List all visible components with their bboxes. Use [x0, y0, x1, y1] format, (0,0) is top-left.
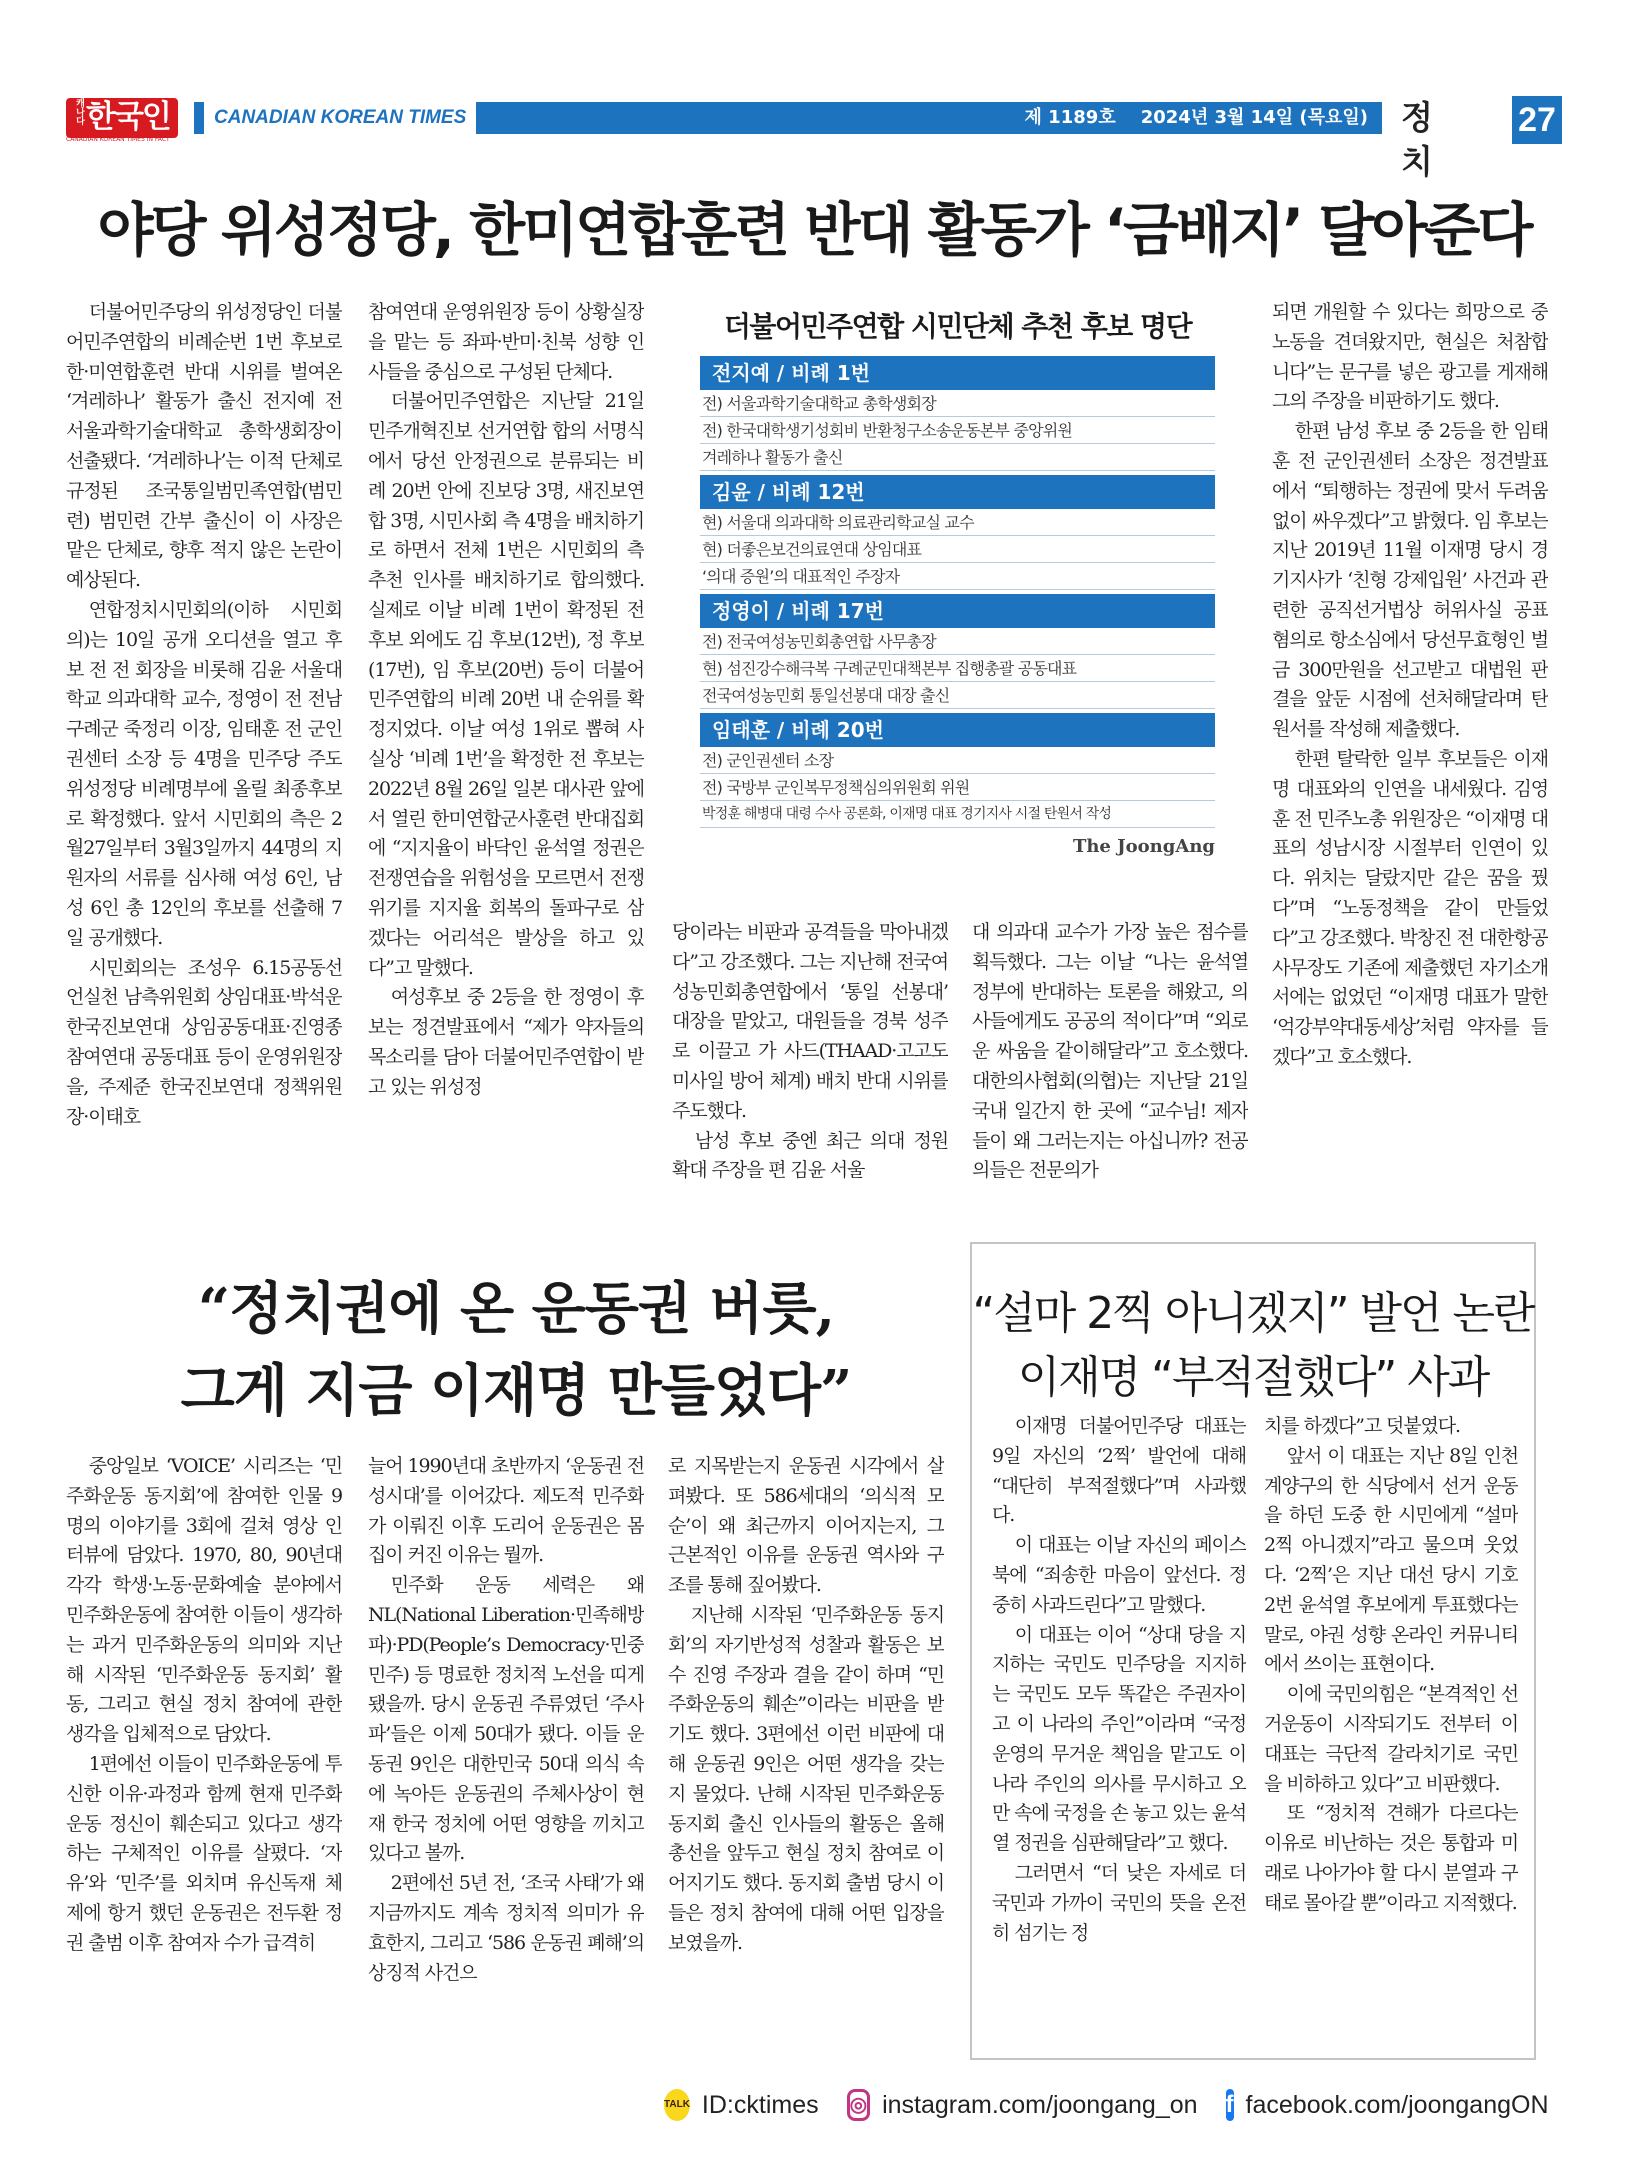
paragraph: 민주화 운동 세력은 왜 NL(National Liberation·민족해방파)·PD(People’s Democracy·민중민주) 등 명료한 정치적 노선을 띠게 됐을까. 당시 운동권 주류였던 ‘주사파’들은 이제 50대가 됐다. 이들 운동권 9인은 대한민국 50대 의식 속에 녹아든 운동권의 주체사상이 현재 한국 정치에 어떤 영향을 끼치고 있다고 볼까.	[368, 1574, 644, 1865]
roster-line: 전) 서울과학기술대학교 총학생회장	[700, 390, 1215, 417]
paragraph: 이 대표는 이어 “상대 당을 지지하는 국민도 민주당을 지지하는 국민도 모두 똑같은 주권자이고 이 나라의 주인”이라며 “국정운영의 무거운 책임을 맡고도 이 나라 주인의 의사를 무시하고 오만 속에 국정을 손 놓고 있는 윤석열 정권을 심판해달라”고 했다.	[992, 1623, 1246, 1855]
paragraph: 연합정치시민회의(이하 시민회의)는 10일 공개 오디션을 열고 후보 전 전 회장을 비롯해 김윤 서울대학교 의과대학 교수, 정영이 전 전남 구례군 죽정리 이장, 임태훈 전 군인권센터 소장 등 4명을 민주당 주도 위성정당 비례명부에 올릴 최종후보로 확정했다. 앞서 시민회의 측은 2월27일부터 3월3일까지 44명의 지원자의 서류를 심사해 여성 6인, 남성 6인 총 12인의 후보를 선출해 7일 공개했다.	[66, 598, 342, 949]
facebook-icon: f	[1226, 2089, 1234, 2121]
paragraph: 늘어 1990년대 초반까지 ‘운동권 전성시대’를 이어갔다. 제도적 민주화가 이뤄진 이후 도리어 운동권은 몸집이 커진 이유는 뭘까.	[368, 1455, 644, 1567]
headline-line: “설마 2찍 아니겠지” 발언 논란	[972, 1288, 1534, 1339]
article3-column-2	[1264, 1412, 1518, 2038]
paragraph: 지난해 시작된 ‘민주화운동 동지회’의 자기반성적 성찰과 활동은 보수 진영 주장과 결을 같이 하며 “민주화운동의 훼손”이라는 비판을 받기도 했다. 3편에선 이런 비판에 대해 운동권 9인은 어떤 생각을 갖는지 물었다. 난해 시작된 민주화운동 동지회 출신 인사들의 활동은 올해 총선을 앞두고 현실 정치 참여로 이어지기도 했다. 동지회 출범 당시 이들은 정치 참여에 대해 어떤 입장을 보였을까.	[668, 1603, 944, 1954]
logo-subtitle: CANADIAN KOREAN TIMES IN FACT	[66, 136, 170, 143]
roster-group-header: 김윤 / 비례 12번	[700, 475, 1215, 509]
article1-column-3	[672, 918, 948, 1218]
instagram-icon: ◎	[847, 2089, 870, 2121]
article3-headline	[972, 1282, 1534, 1410]
brand-bar	[194, 102, 1382, 134]
facebook-link[interactable]: facebook.com/joongangON	[1245, 2090, 1549, 2119]
social-footer	[664, 2087, 1564, 2123]
roster-group-header: 정영이 / 비례 17번	[700, 594, 1215, 628]
graphic-credit: The JoongAng	[1072, 836, 1215, 857]
paragraph: 당이라는 비판과 공격들을 막아내겠다”고 강조했다. 그는 지난해 전국여성농민회총연합에서 ‘통일 선봉대’ 대장을 맡았고, 대원들을 경북 성주로 이끌고 가 사드(THAAD·고고도 미사일 방어 체계) 배치 반대 시위를 주도했다.	[672, 921, 948, 1122]
paragraph: 시민회의는 조성우 6.15공동선언실천 남측위원회 상임대표·박석운 한국진보연대 상임공동대표·진영종 참여연대 공동대표 등이 운영위원장을, 주제준 한국진보연대 정책위원장·이태호	[66, 956, 342, 1128]
article2-headline	[66, 1268, 966, 1432]
paragraph: 치를 하겠다”고 덧붙였다.	[1264, 1415, 1460, 1437]
roster-line: 전) 국방부 군인복무정책심의위원회 위원	[700, 774, 1215, 801]
article1-column-2	[368, 298, 644, 1218]
issue-info	[1025, 102, 1368, 134]
roster-line: 전) 한국대학생기성회비 반환청구소송운동본부 중앙위원	[700, 417, 1215, 444]
paragraph: 되면 개원할 수 있다는 희망으로 중노동을 견뎌왔지만, 현실은 처참합니다”는 문구를 넣은 광고를 게재해 그의 주장을 비판하기도 했다.	[1272, 301, 1548, 413]
article1-column-4	[972, 918, 1248, 1218]
masthead	[66, 96, 1562, 181]
section-name: 정 치	[1401, 98, 1451, 181]
paragraph: 또 “정치적 견해가 다르다는 이유로 비난하는 것은 통합과 미래로 나아가야 할 다시 분열과 구태로 몰아갈 뿐”이라고 지적했다.	[1264, 1802, 1518, 1914]
roster-line: ‘의대 증원’의 대표적인 주장자	[700, 563, 1215, 590]
paragraph: 남성 후보 중엔 최근 의대 정원 확대 주장을 편 김윤 서울	[672, 1129, 948, 1182]
roster-line: 박정훈 해병대 대령 수사 공론화, 이재명 대표 경기지사 시절 탄원서 작성	[700, 801, 1215, 828]
paragraph: 그러면서 “더 낮은 자세로 더 국민과 가까이 국민의 뜻을 온전히 섬기는 정	[992, 1861, 1246, 1944]
paragraph: 더불어민주당의 위성정당인 더불어민주연합의 비례순번 1번 후보로 한·미연합훈련 반대 시위를 벌여온 ‘겨레하나’ 활동가 출신 전지예 전 서울과학기술대학교 총학생회장이 선출됐다. ‘겨레하나’는 이적 단체로 규정된 조국통일범민족연합(범민련) 범민련 간부 출신이 이 사장은 맡은 단체로, 향후 적지 않은 논란이 예상된다.	[66, 301, 342, 592]
article1-column-1	[66, 298, 342, 1218]
roster-line: 현) 더좋은보건의료연대 상임대표	[700, 536, 1215, 563]
issue-date: 2024년 3월 14일 (목요일)	[1140, 107, 1368, 128]
page-number: 27	[1512, 96, 1562, 144]
paragraph: 앞서 이 대표는 지난 8일 인천 계양구의 한 식당에서 선거 운동을 하던 도중 한 시민에게 “설마 2찍 아니겠지”라고 물으며 웃었다. ‘2찍’은 지난 대선 당시 기호 2번 윤석열 후보에게 투표했다는 말로, 야권 성향 온라인 커뮤니티에서 쓰이는 표현이다.	[1264, 1444, 1518, 1676]
logo-badge	[66, 98, 178, 138]
paragraph: 대 의과대 교수가 가장 높은 점수를 획득했다. 그는 이날 “나는 윤석열 정부에 반대하는 토론을 해왔고, 의사들에게도 공공의 적이다”며 “외로운 싸움을 같이해달라”고 호소했다. 대한의사협회(의협)는 지난달 21일 국내 일간지 한 곳에 “교수님! 제자들이 왜 그러는지는 아십니까? 전공의들은 전문의가	[972, 921, 1248, 1182]
roster-line: 전국여성농민회 통일선봉대 대장 출신	[700, 682, 1215, 709]
kakaotalk-id[interactable]: ID:cktimes	[701, 2090, 819, 2119]
paragraph: 중앙일보 ‘VOICE’ 시리즈는 ‘민주화운동 동지회’에 참여한 인물 9명의 이야기를 3회에 걸쳐 영상 인터뷰에 담았다. 1970, 80, 90년대 각각 학생·노동·문화예술 분야에서 민주화운동에 참여한 이들이 생각하는 과거 민주화운동의 의미와 지난해 시작된 ‘민주화운동 동지회’ 활동, 그리고 현실 정치 참여에 관한 생각을 입체적으로 담았다.	[66, 1455, 342, 1746]
article3-column-1	[992, 1412, 1246, 2038]
logo-prefix: 캐나다	[74, 98, 84, 125]
instagram-link[interactable]: instagram.com/joongang_on	[882, 2090, 1198, 2119]
roster-line: 현) 섬진강수해극복 구례군민대책본부 집행총괄 공동대표	[700, 655, 1215, 682]
roster-group-header: 임태훈 / 비례 20번	[700, 713, 1215, 747]
roster-line: 겨레하나 활동가 출신	[700, 444, 1215, 471]
kakaotalk-icon: TALK	[664, 2089, 690, 2121]
paragraph: 참여연대 운영위원장 등이 상황실장을 맡는 등 좌파·반미·친북 성향 인사들을 중심으로 구성된 단체다.	[368, 301, 644, 383]
paragraph: 여성후보 중 2등을 한 정영이 후보는 정견발표에서 “제가 약자들의 목소리를 담아 더불어민주연합이 받고 있는 위성정	[368, 986, 644, 1098]
article2-column-1	[66, 1452, 342, 2048]
paragraph: 한편 탈락한 일부 후보들은 이재명 대표와의 인연을 내세웠다. 김영훈 전 민주노총 위원장은 “이재명 대표의 성남시장 시절부터 인연이 있다. 위치는 달랐지만 같은 꿈을 꿨다”며 “노동정책을 같이 만들었다”고 강조했다. 박창진 전 대한항공 사무장도 기존에 제출했던 자기소개서에는 없었던 “이재명 대표가 말한 ‘억강부약대동세상’처럼 약자를 들겠다”고 호소했다.	[1272, 747, 1548, 1068]
paragraph: 더불어민주연합은 지난달 21일 민주개혁진보 선거연합 합의 서명식에서 당선 안정권으로 분류되는 비례 20번 안에 진보당 3명, 새진보연합 3명, 시민사회 측 4명을 배치하기로 하면서 전체 1번은 시민회의 측 추천 인사를 배치하기로 합의했다. 실제로 이날 비례 1번이 확정된 전 후보 외에도 김 후보(12번), 정 후보(17번), 임 후보(20번) 등이 더불어민주연합의 비례 20번 내 순위를 확정지었다. 이날 여성 1위로 뽑혀 사실상 ‘비례 1번’을 확정한 전 후보는 2022년 8월 26일 일본 대사관 앞에서 열린 한미연합군사훈련 반대집회에 “지지율이 바닥인 윤석열 정권은 전쟁연습을 위험성을 모르면서 전쟁 위기를 지지율 회복의 돌파구로 삼겠다는 어리석은 발상을 하고 있다”고 말했다.	[368, 390, 644, 979]
newspaper-logo	[66, 96, 178, 143]
paragraph: 이에 국민의힘은 “본격적인 선거운동이 시작되기도 전부터 이 대표는 극단적 갈라치기로 국민을 비하하고 있다”고 비판했다.	[1264, 1683, 1518, 1795]
paragraph: 로 지목받는지 운동권 시각에서 살펴봤다. 또 586세대의 ‘의식적 모순’이 왜 최근까지 이어지는지, 그 근본적인 이유를 운동권 역사와 구조를 통해 짚어봤다.	[668, 1455, 944, 1597]
paragraph: 한편 남성 후보 중 2등을 한 임태훈 전 군인권센터 소장은 정견발표에서 “퇴행하는 정권에 맞서 두려움 없이 싸우겠다”고 밝혔다. 임 후보는 지난 2019년 11월 이재명 당시 경기지사가 ‘친형 강제입원’ 사건과 관련한 공직선거법상 허위사실 공표 혐의로 항소심에서 당선무효형인 벌금 300만원을 선고받고 대법원 판결을 앞둔 시점에 선처해달라며 탄원서를 작성해 제출했다.	[1272, 420, 1548, 741]
article2-column-3	[668, 1452, 944, 2048]
roster-line: 현) 서울대 의과대학 의료관리학교실 교수	[700, 509, 1215, 536]
article1-headline: 야당 위성정당, 한미연합훈련 반대 활동가 ‘금배지’ 달아준다	[97, 196, 1531, 264]
headline-line: 이재명 “부적절했다” 사과	[1017, 1352, 1489, 1403]
article2-column-2	[368, 1452, 644, 2048]
paragraph: 이재명 더불어민주당 대표는 9일 자신의 ‘2찍’ 발언에 대해 “대단히 부적절했다”며 사과했다.	[992, 1415, 1246, 1527]
issue-number: 제 1189호	[1024, 107, 1116, 128]
roster-line: 전) 전국여성농민회총연합 사무총장	[700, 628, 1215, 655]
headline-line: “정치권에 온 운동권 버릇,	[197, 1276, 835, 1342]
paragraph: 이 대표는 이날 자신의 페이스북에 “죄송한 마음이 앞선다. 정중히 사과드린다”고 말했다.	[992, 1534, 1246, 1616]
roster-title: 더불어민주연합 시민단체 추천 후보 명단	[723, 310, 1192, 343]
roster-line: 전) 군인권센터 소장	[700, 747, 1215, 774]
logo-text: 한국인	[86, 99, 170, 135]
article1-column-5	[1272, 298, 1548, 1218]
paragraph: 2편에선 5년 전, ‘조국 사태’가 왜 지금까지도 계속 정치적 의미가 유효한지, 그리고 ‘586 운동권 폐해’의 상징적 사건으	[368, 1872, 644, 1984]
headline-line: 그게 지금 이재명 만들었다”	[180, 1358, 852, 1424]
brand-english-name: CANADIAN KOREAN TIMES	[204, 102, 476, 134]
candidate-roster-box	[700, 306, 1215, 886]
roster-group-header: 전지예 / 비례 1번	[700, 356, 1215, 390]
paragraph: 1편에선 이들이 민주화운동에 투신한 이유·과정과 함께 현재 민주화운동 정신이 훼손되고 있다고 생각하는 구체적인 이유를 살폈다. ‘자유’와 ‘민주’를 외치며 유신독재 체제에 항거 했던 운동권은 전두환 정권 출범 이후 참여자 수가 급격히	[66, 1752, 342, 1954]
